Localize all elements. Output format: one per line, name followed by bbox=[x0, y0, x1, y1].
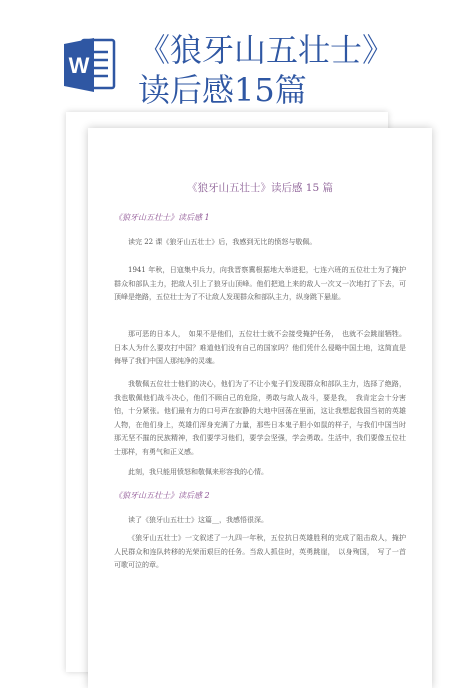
banner-title-line1: 《狼牙山五壮士》 bbox=[138, 31, 395, 69]
banner bbox=[0, 0, 474, 115]
paragraph: 读完 22 课《狼牙山五壮士》后，我感到无比的愤怒与敬佩。 bbox=[128, 238, 317, 246]
paragraph: 我敬佩五位壮士他们的决心，他们为了不让小鬼子们发现群众和部队主力，选择了绝路，我也敬佩他们战斗决心，他们不顾自己的危险，勇敢与敌人战斗，要是我， 我肯定会十分害怕，十分紧张。他们最有力的口号声在寂静的大地中回荡在里面，这让我想起我国当初的英雄人物，在他们身上，英雄们浑身充满了力量，那些日本鬼子胆小如鼠的样子，与我们中国当时那无坚不摧的民族精神，我们要学习他们，要学会坚强，学会勇敢。生活中，我们要像五位壮士那样，有勇气和正义感。 bbox=[114, 380, 406, 456]
document-title: 《狼牙山五壮士》读后感 15 篇 bbox=[186, 182, 334, 194]
paragraph: 《狼牙山五壮士》一文叙述了一九四一年秋，五位抗日英雄胜利的完成了阻击敌人，掩护人民群众和连队转移的光荣而艰巨的任务。当敌人抓住时，英勇跳崖， 以身殉国， 写了一首可歌可泣的章。 bbox=[114, 534, 406, 569]
word-icon-letter: W bbox=[68, 53, 90, 78]
paragraph: 读了《狼牙山五壮士》这篇__，我感悟很深。 bbox=[128, 516, 268, 524]
paragraph: 那可恶的日本人， 如果不是他们，五位壮士就不会接受掩护任务， 也就不会跳崖牺牲。日本人为什么要攻打中国？难道他们没有自己的国家吗？他们凭什么侵略中国土地，这简直是侮辱了我们中国人那纯净的灵魂。 bbox=[114, 330, 406, 365]
banner-title-line2: 读后感15篇 bbox=[138, 71, 307, 109]
paragraph: 此刻，我只能用愤怒和敬佩来形容我的心情。 bbox=[128, 468, 268, 476]
paragraph: 1941 年秋，日寇集中兵力，向我晋察冀根据地大举进犯，七连六班的五位壮士为了掩护群众和部队主力，把敌人引上了狼牙山顶峰。他们把追上来的敌人一次又一次地打了下去，可顶峰是绝路，五位壮士为了不让敌人发现群众和部队主力，纵身跳下悬崖。 bbox=[114, 266, 406, 301]
section-heading: 《狼牙山五壮士》读后感 2 bbox=[114, 491, 210, 500]
word-document-icon bbox=[64, 34, 116, 94]
section-heading: 《狼牙山五壮士》读后感 1 bbox=[114, 213, 210, 222]
document-page bbox=[88, 128, 432, 688]
banner-title bbox=[138, 30, 468, 110]
